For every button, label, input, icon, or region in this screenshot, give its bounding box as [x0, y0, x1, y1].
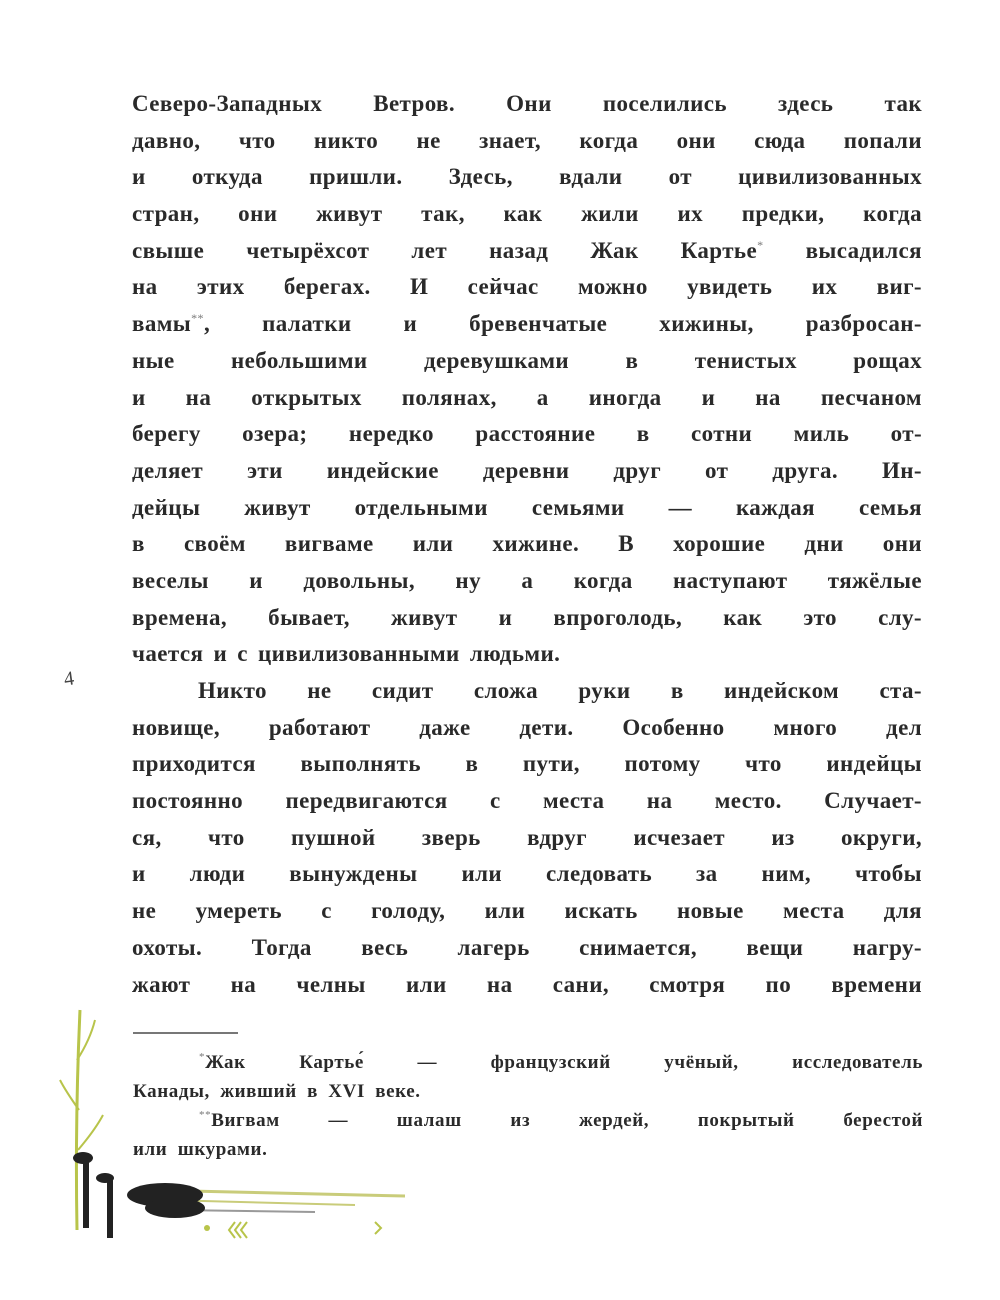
- text-segment: , палатки и бревенчатые хижины, разбросан-: [203, 311, 922, 337]
- text-segment: охоты. Тогда весь лагерь снимается, вещи нагру-: [132, 934, 922, 960]
- text-line: [132, 196, 922, 233]
- text-segment: и откуда пришли. Здесь, вдали от цивилизованных: [132, 164, 922, 190]
- duck-icons: [73, 1152, 205, 1238]
- footnote-text: Вигвам — шалаш из жердей, покрытый берестой: [211, 1110, 923, 1131]
- text-line: [132, 380, 922, 417]
- text-line: [132, 820, 922, 857]
- text-line: [132, 893, 922, 930]
- text-line: [132, 710, 922, 747]
- text-segment: веселы и довольны, ну а когда наступают тяжёлые: [132, 567, 922, 593]
- text-segment: не умереть с голоду, или искать новые места для: [132, 898, 922, 924]
- footnote-marker: **: [191, 311, 204, 326]
- text-line: [132, 783, 922, 820]
- footnote-marker: *: [757, 237, 764, 252]
- text-line: [132, 86, 922, 123]
- text-segment: дейцы живут отдельными семьями — каждая семья: [132, 494, 922, 520]
- text-segment: времена, бывает, живут и впроголодь, как это слу-: [132, 604, 922, 630]
- text-line: [132, 746, 922, 783]
- text-segment: новище, работают даже дети. Особенно много дел: [132, 714, 922, 740]
- text-line: [132, 269, 922, 306]
- text-segment: жают на челны или на сани, смотря по времени: [132, 971, 922, 997]
- text-line: [132, 967, 922, 1004]
- page-number: 4: [62, 667, 76, 691]
- text-segment: на этих берегах. И сейчас можно увидеть их виг-: [132, 274, 922, 300]
- body-text: [132, 86, 922, 1003]
- text-line: [132, 930, 922, 967]
- text-line: [132, 159, 922, 196]
- text-line: [132, 233, 922, 270]
- text-line: [132, 600, 922, 637]
- text-segment: высадился: [763, 237, 922, 263]
- footnote-text: Жак Картье́ — французский учёный, исследователь: [205, 1052, 923, 1073]
- text-segment: вамы: [132, 311, 192, 337]
- text-segment: деляет эти индейские деревни друг от друга. Ин-: [132, 457, 922, 483]
- text-segment: Северо-Западных Ветров. Они поселились здесь так: [132, 91, 922, 116]
- text-line: [132, 453, 922, 490]
- text-segment: давно, что никто не знает, когда они сюда попали: [132, 127, 922, 153]
- text-line: [132, 490, 922, 527]
- text-segment: Никто не сидит сложа руки в индейском ста-: [198, 678, 922, 703]
- text-segment: свыше четырёхсот лет назад Жак Картье: [132, 237, 758, 263]
- text-line: [132, 636, 922, 673]
- text-segment: ные небольшими деревушками в тенистых рощах: [132, 347, 922, 373]
- text-line: [132, 343, 922, 380]
- footnote-text: Канады, живший в XVI веке.: [133, 1081, 421, 1102]
- text-line: [132, 416, 922, 453]
- text-line: [132, 123, 922, 160]
- text-line: [132, 563, 922, 600]
- text-segment: приходится выполнять в пути, потому что индейцы: [132, 751, 922, 777]
- text-line: [132, 673, 922, 710]
- text-segment: постоянно передвигаются с места на место. Случает-: [132, 788, 922, 814]
- footnote-text: или шкурами.: [133, 1139, 268, 1160]
- reeds: [60, 1010, 103, 1230]
- duck-reeds-illustration: [55, 1000, 435, 1270]
- text-line: [132, 856, 922, 893]
- text-segment: берегу озера; нередко расстояние в сотни миль от-: [132, 421, 922, 447]
- text-line: [132, 306, 922, 343]
- text-segment: и люди вынуждены или следовать за ним, чтобы: [132, 861, 922, 887]
- text-segment: чается и с цивилизованными людьми.: [132, 641, 561, 667]
- text-segment: в своём вигваме или хижине. В хорошие дни они: [132, 531, 922, 557]
- text-line: [132, 526, 922, 563]
- grass-marks: [204, 1222, 381, 1238]
- footnote-marker: *: [199, 1051, 206, 1063]
- text-segment: ся, что пушной зверь вдруг исчезает из округи,: [132, 824, 922, 850]
- text-segment: стран, они живут так, как жили их предки, когда: [132, 201, 922, 227]
- text-segment: и на открытых полянах, а иногда и на песчаном: [132, 384, 922, 410]
- footnote-marker: **: [199, 1109, 212, 1121]
